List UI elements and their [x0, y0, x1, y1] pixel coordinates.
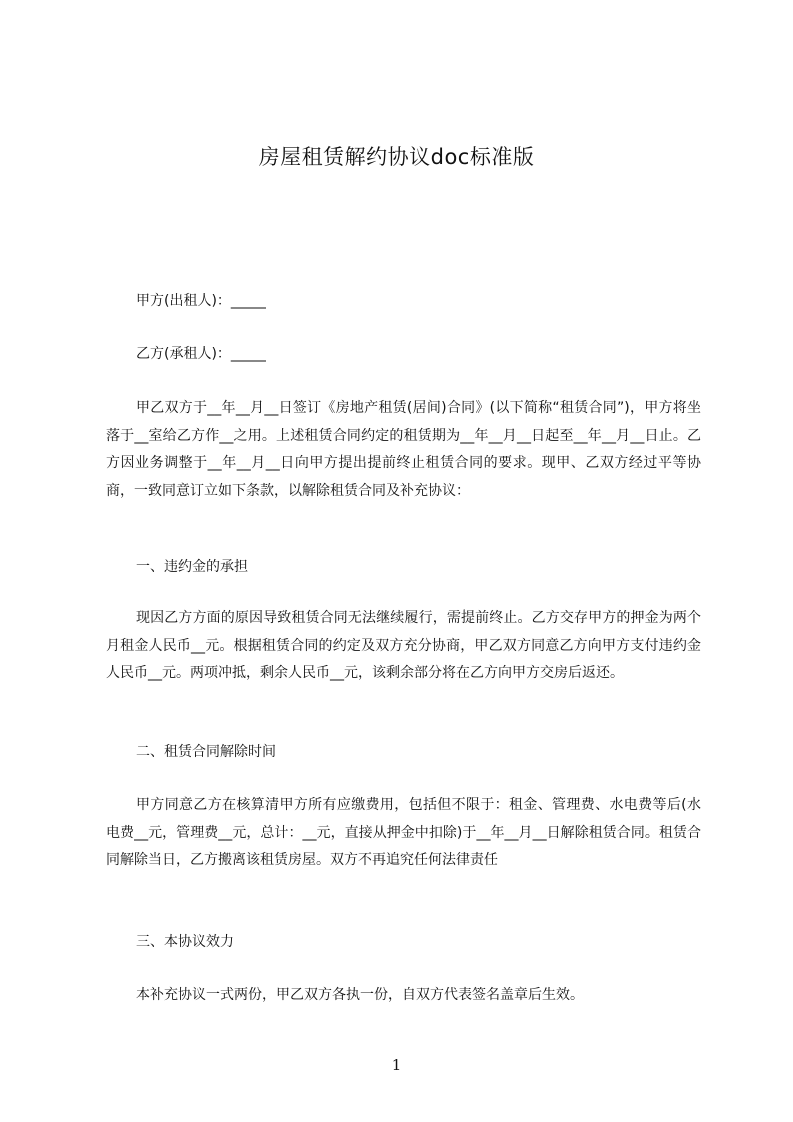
section-heading: 一、违约金的承担 [136, 559, 248, 575]
party-a-line: 甲方(出租人)：_____ [136, 293, 266, 309]
section-body: 甲方同意乙方在核算清甲方所有应缴费用，包括但不限于：租金、管理费、水电费等后(水电费__元，管理费__元，总计：__元，直接从押金中扣除)于__年__月__日解除租赁合同。租赁合同解除当日，乙方搬离该租赁房屋。双方不再追究任何法律责任 [106, 797, 701, 868]
section-heading: 三、本协议效力 [136, 934, 234, 950]
section-body: 现因乙方方面的原因导致租赁合同无法继续履行，需提前终止。乙方交存甲方的押金为两个月租金人民币__元。根据租赁合同的约定及双方充分协商，甲乙双方同意乙方向甲方支付违约金人民币__元。两项冲抵，剩余人民币__元，该剩余部分将在乙方向甲方交房后返还。 [106, 610, 701, 681]
section-body: 本补充协议一式两份，甲乙双方各执一份，自双方代表签名盖章后生效。 [136, 987, 584, 1003]
intro-paragraph: 甲乙双方于__年__月__日签订《房地产租赁(居间)合同》(以下简称“租赁合同”)，甲方将坐落于__室给乙方作__之用。上述租赁合同约定的租赁期为__年__月__日起至__年__月__日止。乙方因业务调整于__年__月__日向甲方提出提前终止租赁合同的要求。现甲、乙双方经过平等协商，一致同意订立如下条款，以解除租赁合同及补充协议： [106, 400, 701, 499]
page-title: 房屋租赁解约协议doc标准版 [258, 145, 535, 169]
section-heading: 二、租赁合同解除时间 [136, 744, 276, 760]
party-b-line: 乙方(承租人)：_____ [136, 346, 266, 362]
page-number: 1 [391, 1056, 402, 1074]
